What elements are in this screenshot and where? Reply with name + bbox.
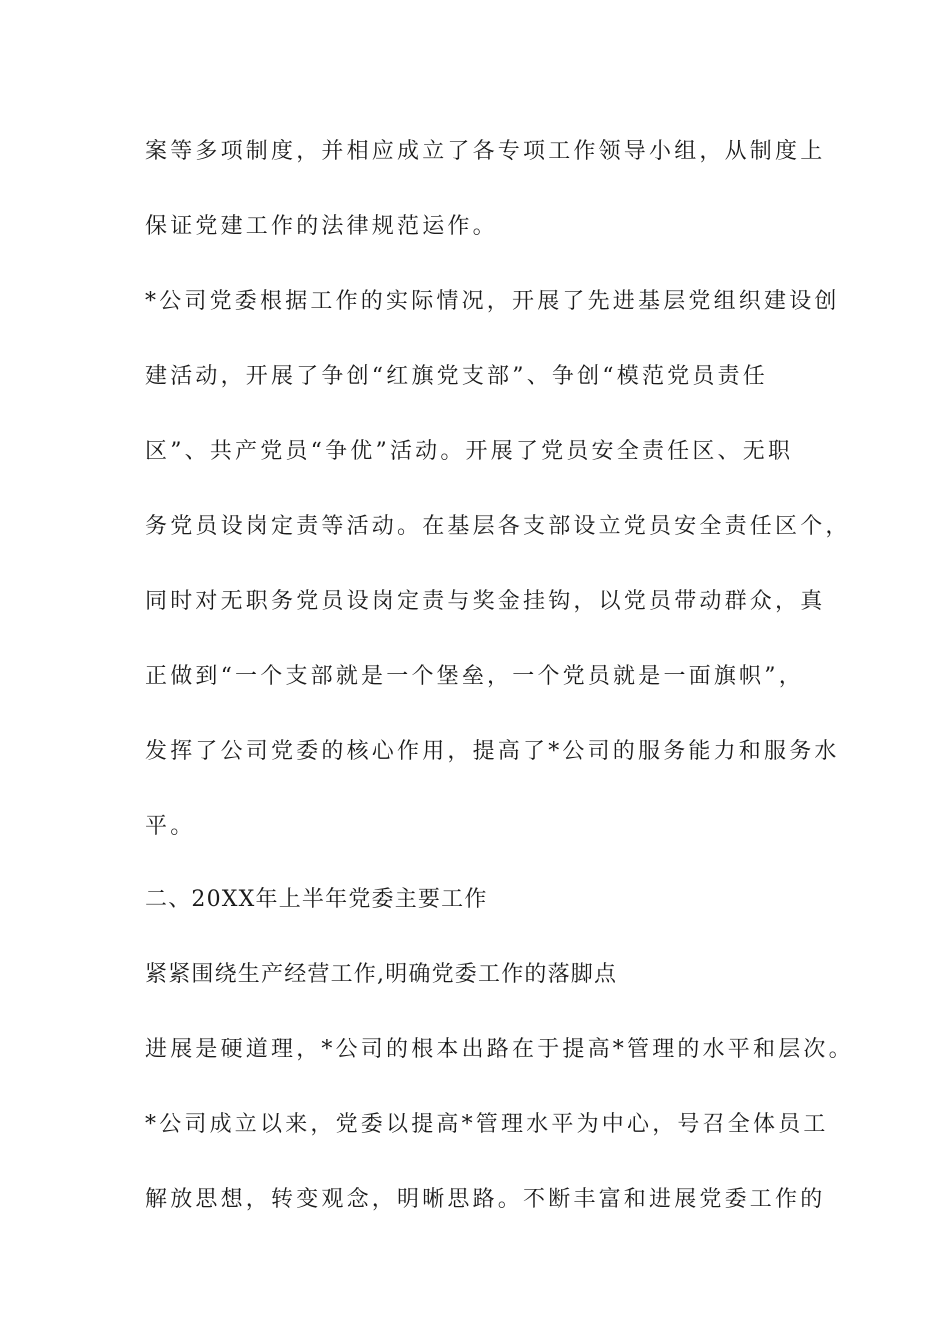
text-line: 保证党建工作的法律规范运作。 (145, 214, 498, 239)
subsection-heading: 紧紧围绕生产经营工作,明确党委工作的落脚点 (145, 962, 618, 987)
text-line: *公司成立以来，党委以提高*管理水平为中心，号召全体员工 (145, 1112, 829, 1137)
text-line: 区”、共产党员“争优”活动。开展了党员安全责任区、无职 (145, 439, 794, 464)
text-line: 务党员设岗定责等活动。在基层各支部设立党员安全责任区个， (145, 514, 851, 539)
section-heading: 二、20XX年上半年党委主要工作 (145, 887, 488, 912)
text-line: 平。 (145, 814, 196, 839)
text-line: 同时对无职务党员设岗定责与奖金挂钩，以党员带动群众，真 (145, 589, 826, 614)
text-line: 解放思想，转变观念，明晰思路。不断丰富和进展党委工作的 (145, 1187, 826, 1212)
text-line: *公司党委根据工作的实际情况，开展了先进基层党组织建设创 (145, 289, 840, 314)
text-line: 建活动，开展了争创“红旗党支部”、争创“模范党员责任 (145, 364, 768, 389)
text-line: 正做到“一个支部就是一个堡垒，一个党员就是一面旗帜”， (145, 664, 804, 689)
text-line: 进展是硬道理，*公司的根本出路在于提高*管理的水平和层次。 (145, 1037, 854, 1062)
text-line: 案等多项制度，并相应成立了各专项工作领导小组，从制度上 (145, 139, 826, 164)
text-line: 发挥了公司党委的核心作用，提高了*公司的服务能力和服务水 (145, 739, 840, 764)
